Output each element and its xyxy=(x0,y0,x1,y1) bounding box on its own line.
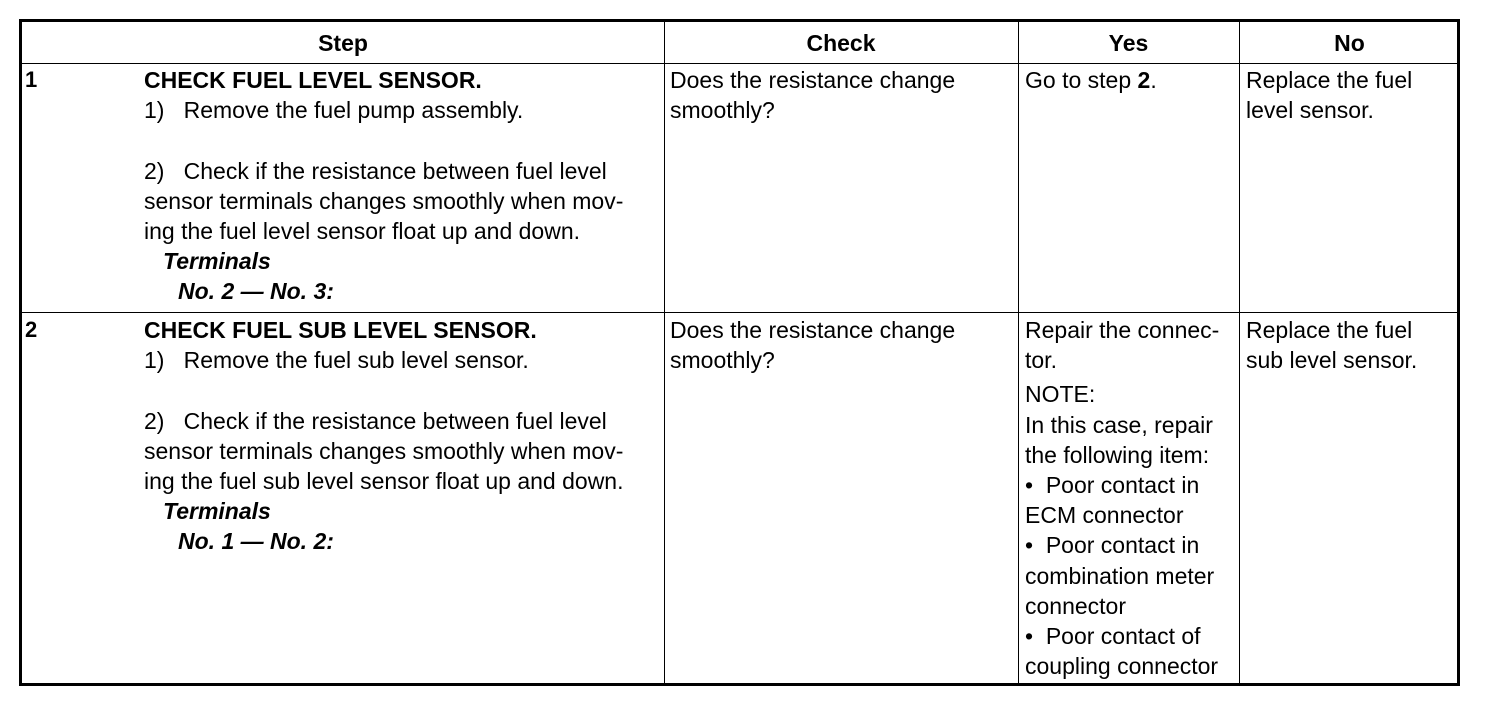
substep-2-continued: sensor terminals changes smoothly when mov- xyxy=(144,187,624,214)
note-bullet-continued: combination meter xyxy=(1025,562,1215,589)
header-yes: Yes xyxy=(1108,30,1149,56)
substep-2: 2) Check if the resistance between fuel level xyxy=(144,407,607,434)
note-bullet: • Poor contact in xyxy=(1025,472,1200,499)
terminals-value: No. 1 — No. 2: xyxy=(178,528,334,555)
note-text: the following item: xyxy=(1025,441,1210,468)
column-divider xyxy=(1239,22,1240,683)
note-bullet: • Poor contact in xyxy=(1025,532,1200,559)
check-text: smoothly? xyxy=(670,97,775,124)
note-bullet-continued: coupling connector xyxy=(1025,653,1219,680)
no-text: Replace the fuel xyxy=(1246,317,1413,343)
diagnostic-table xyxy=(19,19,1460,686)
terminals-label: Terminals xyxy=(163,498,271,525)
step-number: 2 xyxy=(25,317,38,342)
yes-text: . xyxy=(1150,67,1157,93)
header-check: Check xyxy=(806,30,876,56)
substep-1: 1) Remove the fuel sub level sensor. xyxy=(144,347,529,374)
check-question xyxy=(670,65,955,125)
terminals-label: Terminals xyxy=(163,248,271,275)
column-divider xyxy=(664,22,665,683)
note-text: In this case, repair xyxy=(1025,411,1213,438)
step-number: 1 xyxy=(25,67,38,92)
header-no: No xyxy=(1334,30,1365,56)
yes-step-link: 2 xyxy=(1137,67,1151,93)
step-instructions xyxy=(144,65,623,307)
yes-text: tor. xyxy=(1025,347,1057,374)
substep-2: 2) Check if the resistance between fuel level xyxy=(144,157,607,184)
step-title: CHECK FUEL SUB LEVEL SENSOR. xyxy=(144,317,537,343)
step-instructions xyxy=(144,315,624,557)
no-text: level sensor. xyxy=(1246,97,1374,124)
check-text: Does the resistance change xyxy=(670,67,956,93)
yes-action xyxy=(1025,315,1219,681)
substep-1: 1) Remove the fuel pump assembly. xyxy=(144,97,524,124)
yes-action xyxy=(1025,65,1157,95)
note-bullet: • Poor contact of xyxy=(1025,623,1201,650)
yes-text: Go to step xyxy=(1025,67,1138,93)
check-question xyxy=(670,315,955,375)
note-label: NOTE: xyxy=(1025,381,1096,408)
row-divider xyxy=(22,312,1457,313)
row-divider xyxy=(22,63,1457,64)
substep-2-continued: ing the fuel sub level sensor float up and down. xyxy=(144,468,624,494)
no-text: sub level sensor. xyxy=(1246,347,1418,374)
column-divider xyxy=(1018,22,1019,683)
yes-text: Repair the connec- xyxy=(1025,317,1220,343)
no-action xyxy=(1246,65,1412,125)
note-bullet-continued: ECM connector xyxy=(1025,502,1184,529)
check-text: Does the resistance change xyxy=(670,317,956,343)
substep-2-continued: sensor terminals changes smoothly when mov- xyxy=(144,437,624,464)
check-text: smoothly? xyxy=(670,347,775,374)
step-title: CHECK FUEL LEVEL SENSOR. xyxy=(144,67,482,93)
no-text: Replace the fuel xyxy=(1246,67,1413,93)
header-step: Step xyxy=(318,30,368,56)
no-action xyxy=(1246,315,1417,375)
substep-2-continued: ing the fuel level sensor float up and down. xyxy=(144,218,581,244)
note-bullet-continued: connector xyxy=(1025,592,1127,619)
terminals-value: No. 2 — No. 3: xyxy=(178,278,334,305)
